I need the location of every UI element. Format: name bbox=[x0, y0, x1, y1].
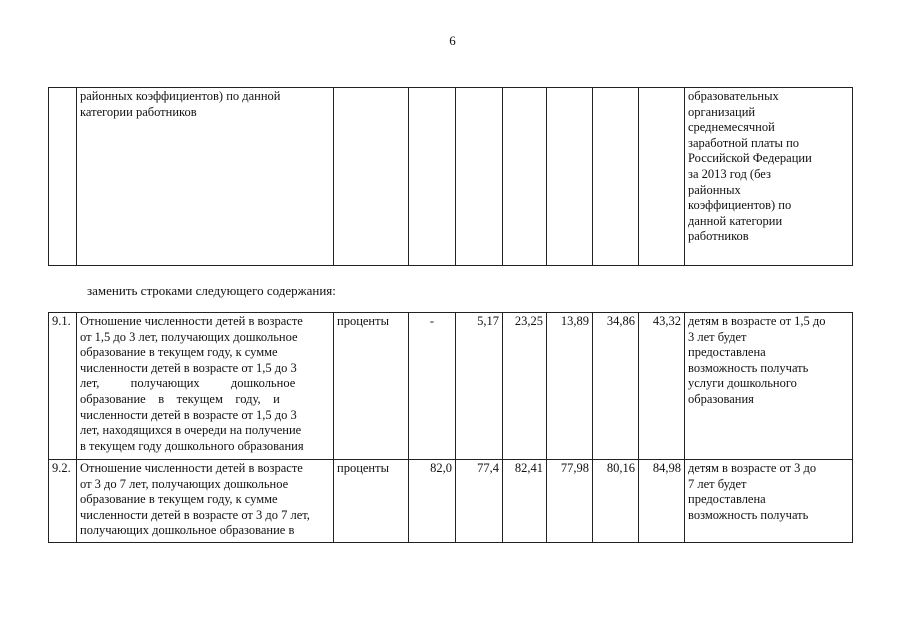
top-note-line: районных bbox=[688, 182, 741, 197]
description-line: образование в текущем году, к сумме bbox=[80, 345, 278, 360]
row-note bbox=[685, 313, 853, 460]
top-value-cell bbox=[593, 88, 639, 266]
row-description bbox=[77, 460, 334, 543]
row-number: 9.2. bbox=[49, 460, 77, 543]
top-description-line: районных коэффициентов) по данной bbox=[80, 89, 281, 103]
top-description-line: категории работников bbox=[80, 104, 197, 119]
row-unit: проценты bbox=[334, 313, 409, 460]
note-line: детям в возрасте от 1,5 до bbox=[688, 314, 826, 328]
description-line: численности детей в возрасте от 3 до 7 лет, bbox=[80, 507, 310, 522]
row-value: 77,4 bbox=[456, 460, 503, 543]
top-note-line: коэффициентов) по bbox=[688, 198, 792, 213]
top-description-cell bbox=[77, 88, 334, 266]
note-line: 3 лет будет bbox=[688, 329, 747, 344]
description-line: от 3 до 7 лет, получающих дошкольное bbox=[80, 476, 289, 491]
top-value-cell bbox=[409, 88, 456, 266]
description-line: численности детей в возрасте от 1,5 до 3 bbox=[80, 360, 297, 375]
row-value: 84,98 bbox=[639, 460, 685, 543]
row-value: 13,89 bbox=[547, 313, 593, 460]
description-line: от 1,5 до 3 лет, получающих дошкольное bbox=[80, 329, 298, 344]
top-note-line: заработной платы по bbox=[688, 135, 800, 150]
description-line: в текущем году дошкольного образования bbox=[80, 438, 304, 453]
row-note bbox=[685, 460, 853, 543]
top-value-cell bbox=[456, 88, 503, 266]
description-line: Отношение численности детей в возрасте bbox=[80, 461, 303, 475]
top-note-cell bbox=[685, 88, 853, 266]
top-note-line: данной категории bbox=[688, 213, 783, 228]
description-line: численности детей в возрасте от 1,5 до 3 bbox=[80, 407, 297, 422]
note-line: детям в возрасте от 3 до bbox=[688, 461, 817, 475]
top-note-line: работников bbox=[688, 229, 749, 244]
note-line: 7 лет будет bbox=[688, 476, 747, 491]
description-line: образование в текущем году, к сумме bbox=[80, 492, 278, 507]
top-table-fragment bbox=[48, 87, 853, 266]
note-line: возможность получать bbox=[688, 507, 809, 522]
top-value-cell bbox=[639, 88, 685, 266]
top-note-line: образовательных bbox=[688, 89, 779, 103]
top-note-line: за 2013 год (без bbox=[688, 166, 771, 181]
description-line: лет, находящихся в очереди на получение bbox=[80, 423, 302, 438]
top-unit-cell bbox=[334, 88, 409, 266]
row-description bbox=[77, 313, 334, 460]
row-value: 34,86 bbox=[593, 313, 639, 460]
note-line: предоставлена bbox=[688, 492, 766, 507]
row-value: 82,41 bbox=[503, 460, 547, 543]
top-num-cell bbox=[49, 88, 77, 266]
top-note-line: среднемесячной bbox=[688, 120, 775, 135]
row-number: 9.1. bbox=[49, 313, 77, 460]
replace-instruction: заменить строками следующего содержания: bbox=[87, 283, 336, 298]
table-row bbox=[49, 460, 853, 543]
row-unit: проценты bbox=[334, 460, 409, 543]
table-row bbox=[49, 313, 853, 460]
row-value: 80,16 bbox=[593, 460, 639, 543]
top-note-line: Российской Федерации bbox=[688, 151, 812, 166]
description-line: образование в текущем году, и bbox=[80, 391, 280, 406]
row-value: 23,25 bbox=[503, 313, 547, 460]
row-value: 82,0 bbox=[409, 460, 456, 543]
note-line: образования bbox=[688, 391, 754, 406]
indicators-table bbox=[48, 312, 853, 543]
row-value: 77,98 bbox=[547, 460, 593, 543]
note-line: предоставлена bbox=[688, 345, 766, 360]
description-line: Отношение численности детей в возрасте bbox=[80, 314, 303, 328]
row-value: - bbox=[409, 313, 456, 460]
note-line: услуги дошкольного bbox=[688, 376, 797, 391]
page-number: 6 bbox=[449, 33, 456, 48]
top-value-cell bbox=[547, 88, 593, 266]
description-line: получающих дошкольное образование в bbox=[80, 523, 295, 538]
top-value-cell bbox=[503, 88, 547, 266]
row-value: 5,17 bbox=[456, 313, 503, 460]
note-line: возможность получать bbox=[688, 360, 809, 375]
description-line: лет, получающих дошкольное bbox=[80, 376, 296, 391]
top-note-line: организаций bbox=[688, 104, 756, 119]
row-value: 43,32 bbox=[639, 313, 685, 460]
